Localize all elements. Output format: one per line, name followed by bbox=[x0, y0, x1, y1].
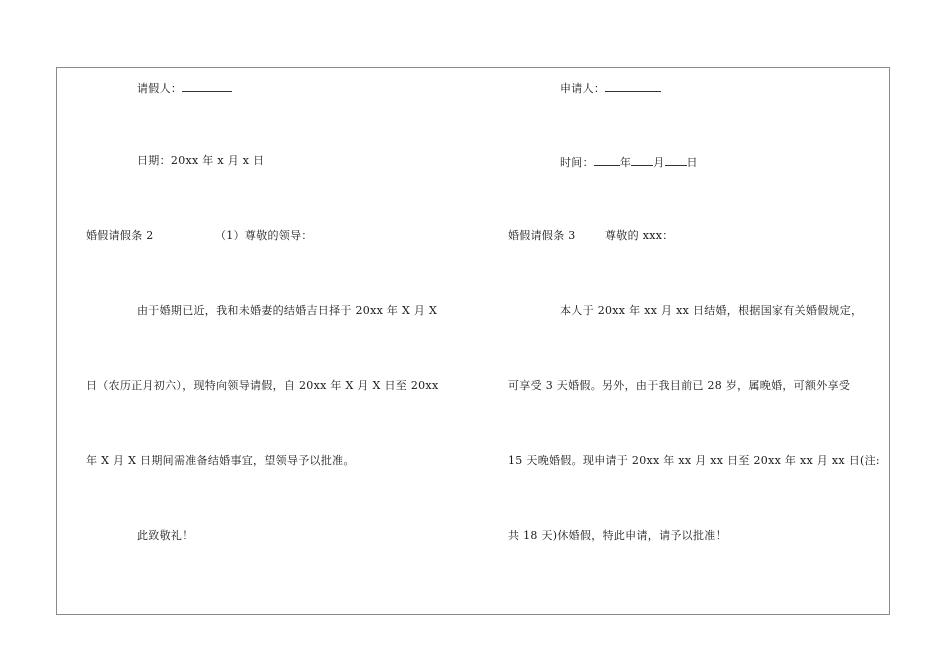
right-body-line-3: 15 天晚婚假。现申请于 20xx 年 xx 月 xx 日至 20xx 年 xx 月 xx 日(注: bbox=[508, 454, 880, 467]
time-line bbox=[560, 154, 698, 170]
applicant-label: 申请人： bbox=[560, 82, 606, 95]
time-month: 月 bbox=[653, 156, 665, 169]
requester-blank bbox=[182, 80, 232, 92]
time-day-blank bbox=[665, 154, 687, 166]
applicant-line bbox=[560, 80, 661, 96]
time-year-blank bbox=[594, 154, 620, 166]
closing-line: 此致敬礼！ bbox=[137, 529, 194, 542]
date-line: 日期：20xx 年 x 月 x 日 bbox=[137, 154, 265, 167]
requester-label: 请假人： bbox=[137, 82, 183, 95]
heading-title-3: 婚假请假条 3 bbox=[508, 229, 576, 242]
time-label: 时间： bbox=[560, 156, 594, 169]
left-body-line-3: 年 X 月 X 日期间需准备结婚事宜，望领导予以批准。 bbox=[86, 454, 355, 467]
requester-line bbox=[137, 80, 232, 96]
time-year: 年 bbox=[619, 156, 632, 169]
left-body-line-1: 由于婚期已近，我和未婚妻的结婚吉日择于 20xx 年 X 月 X bbox=[137, 304, 438, 317]
time-day: 日 bbox=[686, 156, 698, 169]
time-month-blank bbox=[631, 154, 653, 166]
heading-salutation-2: （1）尊敬的领导： bbox=[215, 229, 313, 242]
right-body-line-4: 共 18 天)休婚假，特此申请，请予以批准！ bbox=[508, 529, 727, 542]
right-body-line-1: 本人于 20xx 年 xx 月 xx 日结婚，根据国家有关婚假规定， bbox=[560, 304, 863, 317]
applicant-blank bbox=[605, 80, 661, 92]
heading-title-2: 婚假请假条 2 bbox=[86, 229, 154, 242]
heading-salutation-3: 尊敬的 xxx： bbox=[605, 229, 674, 242]
left-body-line-2: 日（农历正月初六），现特向领导请假，自 20xx 年 X 月 X 日至 20xx bbox=[86, 379, 439, 392]
right-body-line-2: 可享受 3 天婚假。另外，由于我目前已 28 岁，属晚婚，可额外享受 bbox=[508, 379, 851, 392]
